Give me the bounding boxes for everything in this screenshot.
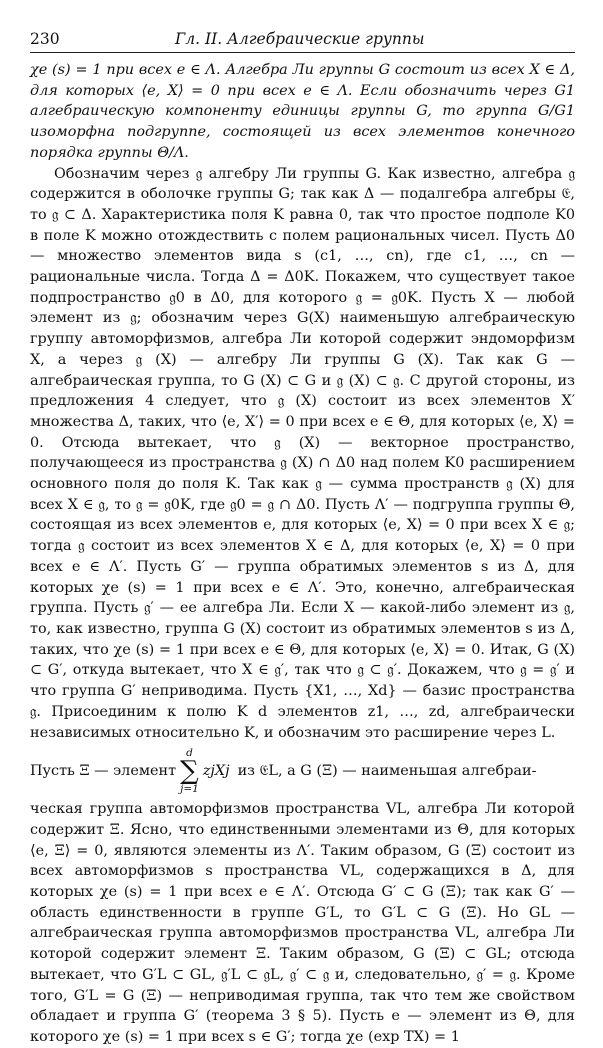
header-rule [30, 52, 575, 53]
summation [180, 747, 199, 795]
theorem-statement-tail: χe (s) = 1 при всех e ∈ Λ. Алгебра Ли группы G состоит из всех X ∈ Δ, для которых ⟨e, X⟩ = 0 при всех e ∈ Λ. Если обозначить через G1 алгебраическую компоненту единицы группы G, то группа G/G1 изоморфна подгруппе, состоящей из всех элементов конечного порядка группы Θ/Λ. [30, 62, 575, 161]
page-body [30, 60, 575, 1048]
formula-line-before: Пусть Ξ — элемент [30, 762, 177, 779]
page-header [30, 30, 575, 52]
proof-paragraph-2: ческая группа автоморфизмов пространства VL, алгебра Ли которой содержит Ξ. Ясно, что единственными элементами из Θ, для которых ⟨e, Ξ⟩ = 0, являются элементы из Λ′. Таким образом, G (Ξ) состоит из всех автоморфизмов s пространства VL, содержащихся в Δ, для которых χe (s) = 1 при всех e ∈ Λ′. Отсюда G′ ⊂ G (Ξ); так как G′ — область единственности в группе G′L, то G′L ⊂ G (Ξ). Но GL — алгебраическая группа автоморфизмов пространства VL, алгебра Ли которой содержит элемент Ξ. Таким образом, G (Ξ) ⊂ GL; отсюда вытекает, что G′L ⊂ GL, 𝔤′L ⊂ 𝔤L, 𝔤′ ⊂ 𝔤 и, следовательно, 𝔤′ = 𝔤. Кроме того, G′L = G (Ξ) — неприводимая группа, так что тем же свойством обладает и группа G′ (теорема 3 § 5). Пусть e — элемент из Θ, для которого χe (s) = 1 при всех s ∈ G′; тогда χe (exp TX) = 1 [30, 801, 575, 1045]
formula-line [30, 744, 575, 798]
page-number: 230 [30, 30, 60, 48]
formula-line-after: из 𝔈L, а G (Ξ) — наименьшая алгебраи- [237, 762, 537, 779]
sum-lower-limit: j=1 [180, 783, 199, 796]
sum-symbol: ∑ [180, 756, 199, 787]
sum-upper-limit: d [186, 747, 193, 760]
summand: zjXj [202, 762, 230, 779]
running-title: Гл. II. Алгебраические группы [175, 30, 425, 48]
book-page [30, 30, 575, 1048]
proof-paragraph-1: Обозначим через 𝔤 алгебру Ли группы G. Как известно, алгебра 𝔤 содержится в оболочке группы G; так как Δ — подалгебра алгебры 𝔈, то 𝔤 ⊂ Δ. Характеристика поля K равна 0, так что простое подполе K0 в поле K можно отождествить с полем рациональных чисел. Пусть Δ0 — множество элементов вида s (c1, …, cn), где c1, …, cn — рациональные числа. Тогда Δ = Δ0K. Покажем, что существует такое подпространство 𝔤0 в Δ0, для которого 𝔤 = 𝔤0K. Пусть X — любой элемент из 𝔤; обозначим через G(X) наименьшую алгебраическую группу автоморфизмов, алгебра Ли которой содержит эндоморфизм X, а через 𝔤 (X) — алгебру Ли группы G (X). Так как G — алгебраическая группа, то G (X) ⊂ G и 𝔤 (X) ⊂ 𝔤. С другой стороны, из предложения 4 следует, что 𝔤 (X) состоит из всех элементов X′ множества Δ, таких, что ⟨e, X′⟩ = 0 при всех e ∈ Θ, для которых ⟨e, X⟩ = 0. Отсюда вытекает, что 𝔤 (X) — векторное пространство, получающееся из пространства 𝔤 (X) ∩ Δ0 над полем K0 расширением основного поля до поля K. Так как 𝔤 — сумма пространств 𝔤 (X) для всех X ∈ 𝔤, то 𝔤 = 𝔤0K, где 𝔤0 = 𝔤 ∩ Δ0. Пусть Λ′ — подгруппа группы Θ, состоящая из всех элементов e, для которых ⟨e, X⟩ = 0 при всех X ∈ 𝔤; тогда 𝔤 состоит из всех элементов X ∈ Δ, для которых ⟨e, X⟩ = 0 при всех e ∈ Λ′. Пусть G′ — группа обратимых элементов s из Δ, для которых χe (s) = 1 при всех e ∈ Λ′. Это, конечно, алгебраическая группа. Пусть 𝔤′ — ее алгебра Ли. Если X — какой-либо элемент из 𝔤, то, как известно, группа G (X) состоит из обратимых элементов s из Δ, таких, что χe (s) = 1 при всех e ∈ Θ, для которых ⟨e, X⟩ = 0. Итак, G (X) ⊂ G′, откуда вытекает, что X ∈ 𝔤′, так что 𝔤 ⊂ 𝔤′. Докажем, что 𝔤 = 𝔤′ и что группа G′ неприводима. Пусть {X1, …, Xd} — базис пространства 𝔤. Присоединим к полю K d элементов z1, …, zd, алгебраически независимых относительно K, и обозначим это расширение через L. [30, 165, 575, 741]
